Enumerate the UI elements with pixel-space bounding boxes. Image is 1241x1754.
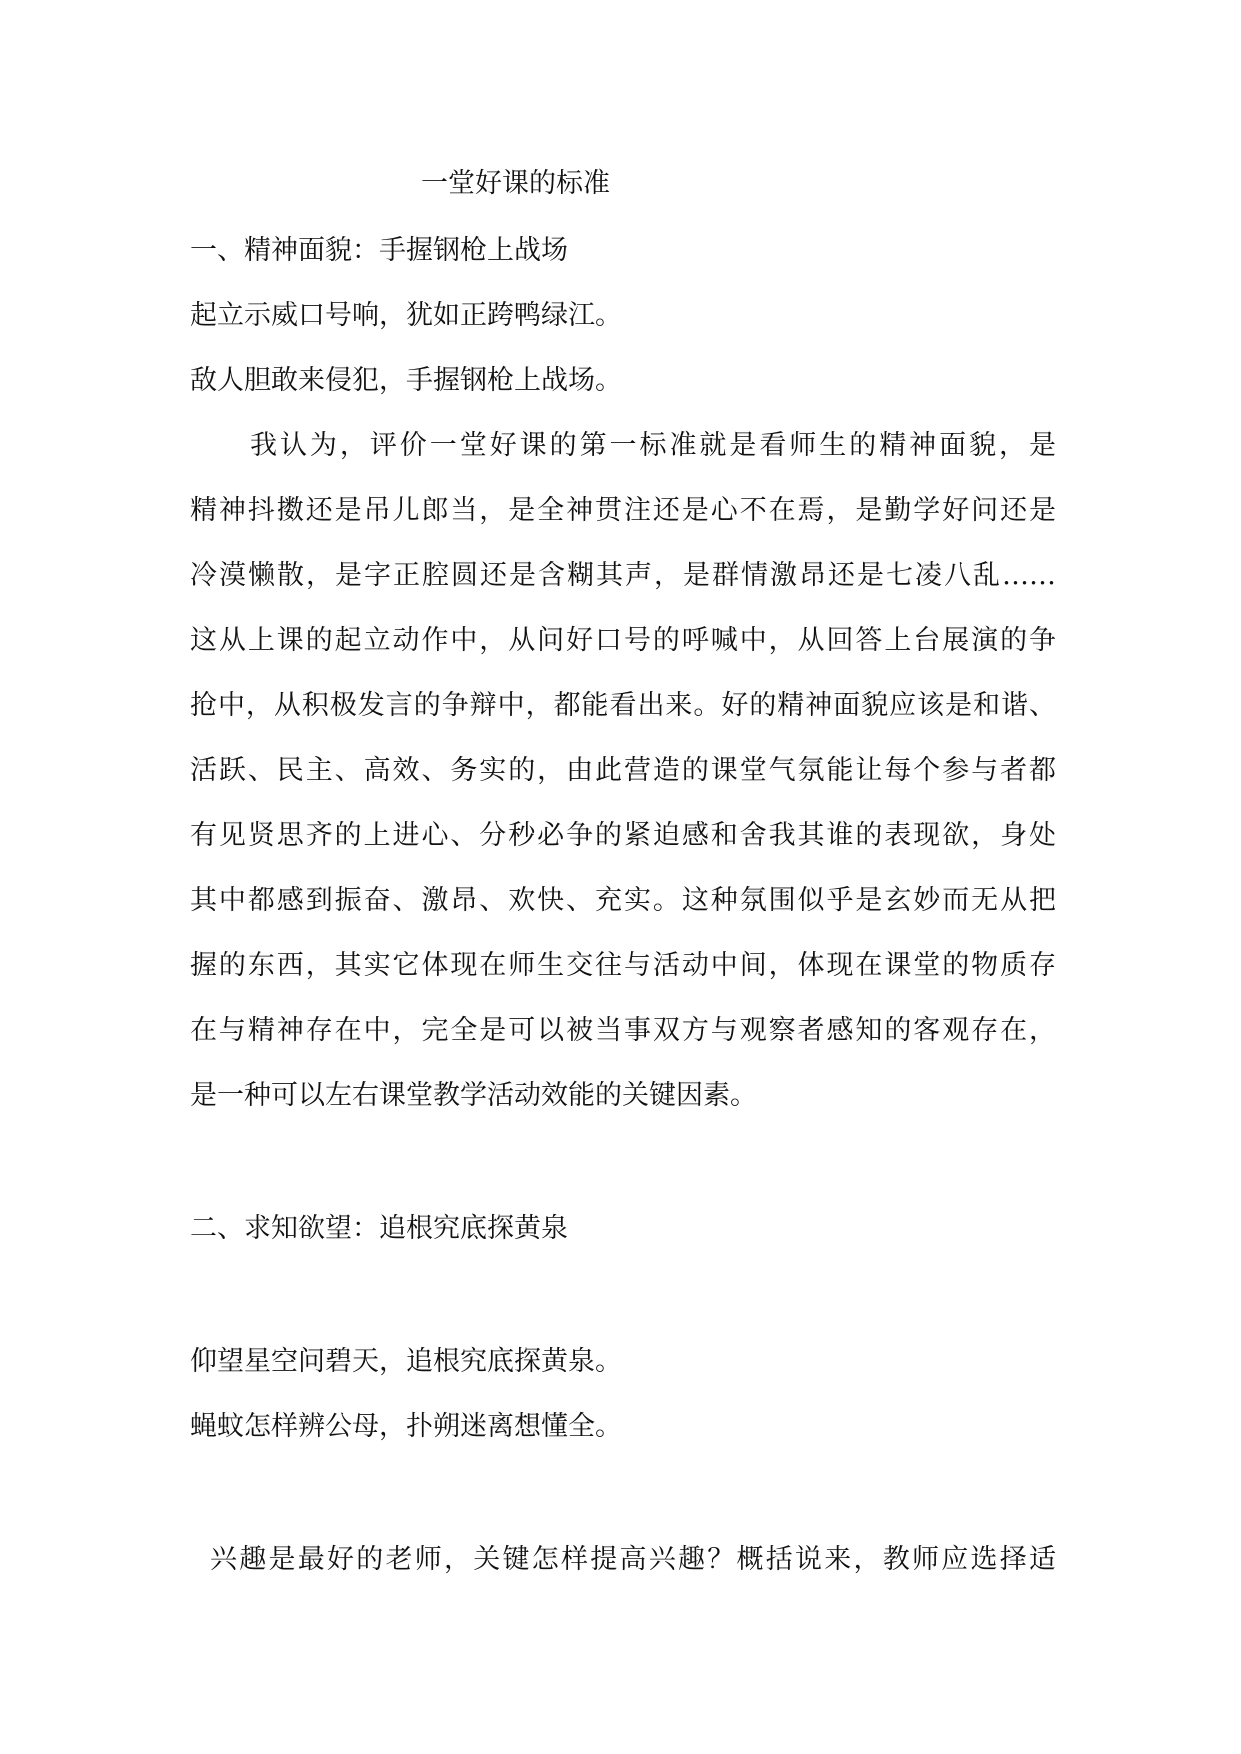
section-2-poem-line-1: 仰望星空问碧天，追根究底探黄泉。 xyxy=(190,1346,622,1377)
section-2-poem-line-2: 蝇蚊怎样辨公母，扑朔迷离想懂全。 xyxy=(190,1411,622,1442)
section-1-paragraph-line-10: 在与精神存在中，完全是可以被当事双方与观察者感知的客观存在， xyxy=(190,1015,1056,1046)
page-title: 一堂好课的标准 xyxy=(421,168,610,199)
section-1-paragraph-line-11: 是一种可以左右课堂教学活动效能的关键因素。 xyxy=(190,1080,757,1111)
section-1-paragraph-line-4: 这从上课的起立动作中，从问好口号的呼喊中，从回答上台展演的争 xyxy=(190,625,1056,656)
section-1-paragraph-line-2: 精神抖擞还是吊儿郎当，是全神贯注还是心不在焉，是勤学好问还是 xyxy=(190,495,1056,526)
section-1-paragraph-line-5: 抢中，从积极发言的争辩中，都能看出来。好的精神面貌应该是和谐、 xyxy=(190,690,1056,721)
section-2-paragraph-line-1: 兴趣是最好的老师，关键怎样提高兴趣？概括说来，教师应选择适 xyxy=(210,1544,1056,1575)
section-1-paragraph-line-7: 有见贤思齐的上进心、分秒必争的紧迫感和舍我其谁的表现欲，身处 xyxy=(190,820,1056,851)
section-1-paragraph-line-9: 握的东西，其实它体现在师生交往与活动中间，体现在课堂的物质存 xyxy=(190,950,1056,981)
section-1-heading: 一、精神面貌：手握钢枪上战场 xyxy=(190,235,568,266)
section-1-paragraph-line-1: 我认为，评价一堂好课的第一标准就是看师生的精神面貌，是 xyxy=(250,430,1056,461)
section-1-poem-line-2: 敌人胆敢来侵犯，手握钢枪上战场。 xyxy=(190,365,622,396)
section-1-paragraph-line-3: 冷漠懒散，是字正腔圆还是含糊其声，是群情激昂还是七凌八乱…… xyxy=(190,560,1056,591)
section-2-heading: 二、求知欲望：追根究底探黄泉 xyxy=(190,1213,568,1244)
section-1-poem-line-1: 起立示威口号响，犹如正跨鸭绿江。 xyxy=(190,300,622,331)
section-1-paragraph-line-8: 其中都感到振奋、激昂、欢快、充实。这种氛围似乎是玄妙而无从把 xyxy=(190,885,1056,916)
section-1-paragraph-line-6: 活跃、民主、高效、务实的，由此营造的课堂气氛能让每个参与者都 xyxy=(190,755,1056,786)
